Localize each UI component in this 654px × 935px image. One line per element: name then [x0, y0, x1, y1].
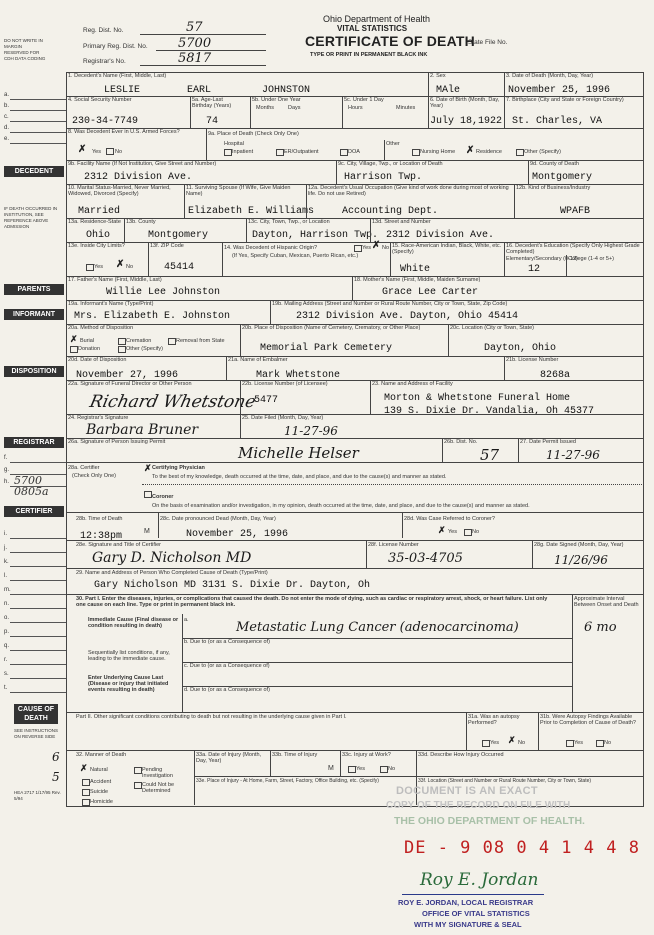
stamp-number: DE - 9 08 0 4 1 4 4 8: [404, 838, 640, 858]
spouse-name: Elizabeth E. Williams: [188, 206, 315, 217]
place-death-label: 9a. Place of Death (Check Only One): [208, 131, 299, 137]
inside-label: 13e. Inside City Limits?: [68, 243, 125, 249]
fd-facility-address: 139 S. Dixie Dr. Vandalia, Oh 45377: [384, 406, 595, 417]
embalmer-name: Mark Whetstone: [256, 370, 341, 381]
referred-no-box: [464, 529, 472, 536]
death-county: Montgomery: [532, 172, 593, 183]
fd-license-label: 22b. License Number (of Licensee): [242, 381, 328, 387]
suicide-label: Suicide: [90, 789, 109, 795]
pronounced-date: November 25, 1996: [186, 529, 289, 540]
state-file-label: State File No.: [468, 39, 508, 46]
permit-date: 11-27-96: [546, 448, 600, 462]
registrar-signature-label: 24. Registrar's Signature: [68, 415, 129, 421]
disposition-date: November 27, 1996: [76, 370, 179, 381]
homicide-label: Homicide: [90, 799, 113, 805]
page-title: CERTIFICATE OF DEATH: [305, 33, 475, 49]
removal-box: [168, 338, 176, 345]
margin-handwritten-b: 0805a: [14, 485, 49, 498]
other-disposition-label: Other (Specify): [126, 346, 163, 352]
spouse-label: 11. Surviving Spouse (If Wife, Give Maiden Name): [186, 185, 291, 197]
section-decedent: DECEDENT: [4, 166, 64, 177]
completer: Gary Nicholson MD 3131 S. Dixie Dr. Dayton, Oh: [94, 580, 371, 591]
findings-yes-box: [566, 740, 574, 747]
margin-handwritten-6: 6: [52, 750, 60, 764]
under-year-label: 5b. Under One Year: [252, 97, 301, 103]
pending-label: Pending Investigation: [142, 767, 173, 779]
informant-address: 2312 Division Ave. Dayton, Ohio 45414: [296, 311, 519, 322]
injury-place-label: 33e. Place of Injury - At Home, Farm, Street, Factory, Office Building, etc. (Specify): [196, 778, 379, 784]
margin-letter-f: f.: [4, 455, 8, 461]
date-filed-label: 25. Date Filed (Month, Day, Year): [242, 415, 324, 421]
armed-label: 8. Was Decedent Ever in U.S. Armed Forces?: [68, 129, 180, 135]
margin-letter-e: e.: [4, 136, 10, 142]
doa-box: [340, 149, 348, 156]
education-label: 16. Decedent's Education (Specify Only Highest Grade Completed): [506, 243, 640, 255]
time-of-death: 12:38pm: [80, 531, 123, 542]
coroner-text: On the basis of examination and/or investigation, in my opinion, death occurred at the time, date, and place, and due to the cause(s) and manner as stated.: [152, 503, 530, 509]
date-signed: 11/26/96: [554, 553, 608, 567]
reg-dist-value: 57: [186, 20, 203, 35]
inpatient-box: [224, 149, 232, 156]
residence-check-icon: ✗: [466, 145, 475, 156]
industry: WPAFB: [560, 206, 591, 217]
decedent-first: LESLIE: [104, 85, 141, 96]
hispanic-yes: Yes: [362, 245, 371, 251]
natural-label: Natural: [90, 767, 108, 773]
referred-yes-check-icon: ✗: [438, 525, 446, 535]
fd-signature: Richard Whetstone: [87, 392, 258, 412]
dept-name: Ohio Department of Health: [323, 14, 431, 24]
autopsy-label: 31a. Was an autopsy Performed?: [468, 714, 520, 726]
permit-signature-label: 26a. Signature of Person Issuing Permit: [68, 439, 166, 445]
embalmer-label: 21a. Name of Embalmer: [228, 357, 288, 363]
stamp-line-3: THE OHIO DEPARTMENT OF HEALTH.: [394, 815, 585, 827]
res-county-label: 13b. County: [126, 219, 156, 225]
physician-label: Certifying Physician: [152, 465, 205, 471]
under-day-label: 5c. Under 1 Day: [344, 97, 384, 103]
referred-yes: Yes: [448, 529, 457, 535]
informant-name: Mrs. Elizabeth E. Johnston: [74, 311, 231, 322]
decedent-dob: July 18,1922: [430, 116, 503, 127]
cause-line-a: a.: [184, 617, 189, 623]
armed-check-icon: ✗: [78, 144, 87, 155]
days-label: Days: [288, 105, 301, 111]
disposition-location: Dayton, Ohio: [484, 343, 557, 354]
race: White: [400, 264, 431, 275]
injury-work-no: No: [388, 766, 396, 772]
margin-letter-n: n.: [4, 601, 10, 607]
inside-no-check-icon: ✗: [116, 259, 125, 270]
hospital-label: Hospital: [224, 141, 244, 147]
permit-date-label: 27. Date Permit Issued: [520, 439, 576, 445]
edu-elem-label: Elementary/Secondary (0-12): [506, 256, 578, 262]
inside-no: No: [126, 264, 134, 270]
suicide-box: [82, 789, 90, 796]
injury-time-m: M: [328, 765, 334, 772]
inside-yes: Yes: [94, 264, 103, 270]
margin-note: DO NOT WRITE IN MARGIN RESERVED FOR CDH DATA CODING: [4, 38, 46, 61]
margin-letter-q: q.: [4, 643, 10, 649]
residence-label: Residence: [476, 149, 502, 155]
homicide-box: [82, 799, 90, 806]
findings-label: 31b. Were Autopsy Findings Available Prior to Completion of Cause of Death?: [540, 714, 636, 726]
time-suffix: M: [144, 528, 150, 535]
marital-status: Married: [78, 206, 121, 217]
fd-signature-label: 22a. Signature of Funeral Director or Other Person: [68, 381, 192, 387]
certifier-check-note: (Check Only One): [72, 473, 117, 479]
death-facility: 2312 Division Ave.: [84, 172, 193, 183]
certifier-signature-label: 28e. Signature and Title of Certifier: [76, 542, 161, 548]
completer-label: 29. Name and Address of Person Who Completed Cause of Death (Type/Print): [76, 570, 268, 576]
accident-label: Accident: [90, 779, 112, 785]
cause-note: SEE INSTRUCTIONS ON REVERSE SIDE: [14, 728, 59, 739]
er-box: [276, 149, 284, 156]
donation-box: [70, 346, 78, 353]
edu-college-label: College (1-4 or 5+): [568, 256, 615, 262]
injury-work-no-box: [380, 766, 388, 773]
fd-facility-label: 23. Name and Address of Facility: [372, 381, 453, 387]
permit-signature: Michelle Helser: [238, 444, 359, 462]
findings-no: No: [604, 740, 612, 746]
margin-letter-p: p.: [4, 629, 10, 635]
armed-no-box: [106, 148, 114, 155]
certifier-license-label: 28f. License Number: [368, 542, 419, 548]
due-to-b: b. Due to (or as a Consequence of): [184, 639, 270, 645]
inside-yes-box: [86, 264, 94, 271]
res-city-label: 13c. City, Town, Twp., or Location: [248, 219, 330, 225]
date-signed-label: 28g. Date Signed (Month, Day, Year): [534, 542, 624, 548]
burial-check-icon: ✗: [70, 334, 78, 344]
injury-work-yes-box: [348, 766, 356, 773]
autopsy-yes: Yes: [490, 740, 499, 746]
autopsy-no-check-icon: ✗: [508, 735, 516, 745]
margin-handwritten-5: 5: [52, 770, 60, 784]
nursing-label: Nursing Home: [420, 149, 456, 155]
stamp-registrar-name: ROY E. JORDAN, LOCAL REGISTRAR: [398, 898, 534, 907]
accident-box: [82, 779, 90, 786]
due-to-c: c. Due to (or as a Consequence of): [184, 663, 270, 669]
underlying-label: Enter Underlying Cause Last (Disease or injury that initiated events resulting in death): [88, 675, 169, 693]
date-filed: 11-27-96: [284, 424, 338, 438]
stamp-line-2: COPY OF THE RECORD ON FILE WITH: [386, 800, 571, 811]
margin-letter-h: h.: [4, 479, 10, 485]
industry-label: 12b. Kind of Business/Industry: [516, 185, 591, 191]
margin-letter-o: o.: [4, 615, 10, 621]
margin-letter-d: d.: [4, 125, 10, 131]
mother-name: Grace Lee Carter: [382, 287, 479, 298]
hispanic-no-check-icon: ✗: [372, 240, 381, 251]
er-label: ER/Outpatient: [284, 149, 319, 155]
section-cause: CAUSE OF DEATH: [14, 704, 58, 724]
burial-label: Burial: [80, 338, 95, 344]
decedent-last: JOHNSTON: [262, 85, 311, 96]
hispanic-note: (If Yes, Specify Cuban, Mexican, Puerto Rican, etc.): [232, 253, 359, 259]
margin-letter-m: m.: [4, 587, 11, 593]
disposition-place: Memorial Park Cemetery: [260, 343, 393, 354]
injury-time-label: 33b. Time of Injury: [272, 752, 318, 758]
immediate-cause-label: Immediate Cause (Final disease or condition resulting in death): [88, 617, 179, 629]
res-zip: 45414: [164, 262, 195, 273]
physician-text: To the best of my knowledge, death occurred at the time, date, and place, and due to the cause(s) and manner as stated.: [152, 474, 447, 480]
disposition-location-label: 20c. Location (City or Town, State): [450, 325, 534, 331]
margin-letter-t: t.: [4, 685, 8, 691]
sex-label: 2. Sex: [430, 73, 446, 79]
certifier-license: 35-03-4705: [388, 551, 463, 566]
embalmer-license-label: 21b. License Number: [506, 357, 559, 363]
education: 12: [528, 264, 541, 275]
primary-reg-label: Primary Reg. Dist. No.: [83, 43, 148, 50]
embalmer-license: 8268a: [540, 370, 571, 381]
decedent-middle: EARL: [187, 85, 212, 96]
cremation-box: [118, 338, 126, 345]
autopsy-yes-box: [482, 740, 490, 747]
other-specify-label: Other (Specify): [524, 149, 561, 155]
armed-yes: Yes: [92, 149, 101, 155]
decedent-sex: MAle: [436, 85, 461, 96]
dob-label: 6. Date of Birth (Month, Day, Year): [430, 97, 500, 109]
time-death-label: 28b. Time of Death: [76, 516, 123, 522]
primary-reg-value: 5700: [178, 36, 212, 51]
reg-dist-label: Reg. Dist. No.: [83, 27, 124, 34]
disposition-method-label: 20a. Method of Disposition: [68, 325, 134, 331]
ssn-label: 4. Social Security Number: [68, 97, 132, 103]
section-certifier: CERTIFIER: [4, 506, 64, 517]
natural-check-icon: ✗: [80, 763, 88, 773]
institution-note: IF DEATH OCCURRED IN INSTITUTION, SEE REFERENCE ABOVE ADMISSION: [4, 206, 58, 229]
age-label: 5a. Age-Last Birthday (Years): [192, 97, 232, 109]
stamp-office: OFFICE OF VITAL STATISTICS: [422, 909, 530, 918]
margin-letter-c: c.: [4, 114, 9, 120]
findings-yes: Yes: [574, 740, 583, 746]
injury-date-label: 33a. Date of Injury (Month, Day, Year): [196, 752, 262, 764]
mother-label: 18. Mother's Name (First, Middle, Maiden Surname): [354, 277, 481, 283]
registrar-no-label: Registrar's No.: [83, 58, 126, 65]
margin-letter-a: a.: [4, 92, 10, 98]
res-state-label: 13a. Residence-State: [68, 219, 121, 225]
death-city: Harrison Twp.: [344, 172, 423, 183]
section-informant: INFORMANT: [4, 309, 64, 320]
stamp-seal: WITH MY SIGNATURE & SEAL: [414, 920, 522, 929]
name-label: 1. Decedent's Name (First, Middle, Last): [68, 73, 167, 79]
section-parents: PARENTS: [4, 284, 64, 295]
certifier-signature: Gary D. Nicholson MD: [92, 550, 252, 566]
injury-desc-label: 33d. Describe How Injury Occurred: [418, 752, 504, 758]
other-disposition-box: [118, 346, 126, 353]
stamp-line-1: DOCUMENT IS AN EXACT: [396, 785, 538, 797]
decedent-ssn: 230-34-7749: [72, 116, 139, 127]
injury-location-label: 33f. Location (Street and Number or Rural Route Number, City or Town, State): [418, 778, 592, 784]
hispanic-label: 14. Was Decedent of Hispanic Origin?: [224, 245, 318, 251]
father-label: 17. Father's Name (First, Middle, Last): [68, 277, 162, 283]
dod-label: 3. Date of Death (Month, Day, Year): [506, 73, 594, 79]
facility-label: 9b. Facility Name (If Not Institution, Give Street and Number): [68, 161, 217, 167]
birthplace-label: 7. Birthplace (City and State or Foreign Country): [506, 97, 624, 103]
hispanic-yes-box: [354, 245, 362, 252]
sequential-label: Sequentially list conditions, if any, leading to the immediate cause.: [88, 650, 170, 662]
coroner-label: Coroner: [152, 494, 174, 500]
res-county: Montgomery: [148, 230, 209, 241]
doa-label: DOA: [348, 149, 360, 155]
ink-instruction: TYPE OR PRINT IN PERMANENT BLACK INK: [310, 52, 428, 58]
undetermined-label: Could Not be Determined: [142, 782, 175, 794]
interval-a: 6 mo: [584, 620, 617, 635]
registrar-no-value: 5817: [178, 51, 212, 66]
section-registrar: REGISTRAR: [4, 437, 64, 448]
hispanic-no: No: [382, 245, 390, 251]
other-place-label: Other: [386, 141, 400, 147]
dept-sub: VITAL STATISTICS: [337, 24, 408, 33]
removal-label: Removal from State: [176, 338, 225, 344]
injury-work-yes: Yes: [356, 766, 365, 772]
cause-a: Metastatic Lung Cancer (adenocarcinoma): [236, 620, 519, 635]
death-county-label: 9d. County of Death: [530, 161, 579, 167]
section-disposition: DISPOSITION: [4, 366, 64, 377]
pronounced-label: 28c. Date pronounced Dead (Month, Day, Year): [160, 516, 276, 522]
race-label: 15. Race-American Indian, Black, White, etc. (Specify): [392, 243, 502, 255]
cause-part1-label: 30. Part I. Enter the diseases, injuries, or complications that caused the death. Do not enter the mode of dying, such as cardiac or respiratory arrest, shock, or heart failure. List only one cause on each line. Type or print in permanent black ink.: [76, 596, 548, 608]
margin-letter-s: s.: [4, 671, 9, 677]
informant-address-label: 19b. Mailing Address (Street and Number or Rural Route Number, City or Town, State, Zip Code): [272, 301, 508, 307]
street-label: 13d. Street and Number: [372, 219, 431, 225]
nursing-box: [412, 149, 420, 156]
margin-letter-j: j.: [4, 545, 7, 551]
due-to-d: d. Due to (or as a Consequence of): [184, 687, 270, 693]
res-city: Dayton, Harrison Twp.: [252, 230, 379, 241]
margin-letter-k: k.: [4, 559, 9, 565]
undetermined-box: [134, 782, 142, 789]
disposition-place-label: 20b. Place of Disposition (Name of Cemetery, Crematory, or Other Place): [242, 325, 421, 331]
marital-label: 10. Marital Status-Married, Never Married, Widowed, Divorced (Specify): [68, 185, 171, 197]
death-city-label: 9c. City, Village, Twp., or Location of Death: [338, 161, 443, 167]
months-label: Months: [256, 105, 275, 111]
occupation: Accounting Dept.: [342, 206, 439, 217]
decedent-dod: November 25, 1996: [508, 85, 611, 96]
res-state: Ohio: [86, 230, 111, 241]
fd-facility-name: Morton & Whetstone Funeral Home: [384, 393, 571, 404]
dist-no-label: 26b. Dist. No.: [444, 439, 478, 445]
disposition-date-label: 20d. Date of Disposition: [68, 357, 127, 363]
margin-letter-i: i.: [4, 531, 7, 537]
referred-no: No: [472, 529, 480, 535]
fd-license: 5477: [254, 395, 279, 406]
hours-label: Hours: [348, 105, 363, 111]
findings-no-box: [596, 740, 604, 747]
inpatient-label: Inpatient: [232, 149, 254, 155]
coroner-box: [144, 491, 152, 498]
manner-label: 32. Manner of Death: [76, 752, 127, 758]
donation-label: Donation: [78, 346, 101, 352]
minutes-label: Minutes: [396, 105, 416, 111]
margin-handwritten-a: 5700: [14, 474, 42, 487]
form-number: HEA 2717 1/17/95 Rev. 5/94: [14, 790, 61, 801]
pending-box: [134, 767, 142, 774]
referred-label: 28d. Was Case Referred to Coroner?: [404, 516, 495, 522]
stamp-signature: Roy E. Jordan: [420, 870, 539, 890]
certifier-label: 28a. Certifier: [68, 465, 100, 471]
margin-letter-g: g.: [4, 467, 10, 473]
cause-part2-label: Part II. Other significant conditions contributing to death but not resulting in the underlying cause given in Part I.: [76, 714, 347, 720]
interval-label: Approximate Interval Between Onset and Death: [574, 596, 639, 608]
armed-no: No: [115, 149, 123, 155]
res-street: 2312 Division Ave.: [386, 230, 495, 241]
other-specify-box: [516, 149, 524, 156]
father-name: Willie Lee Johnston: [106, 287, 221, 298]
margin-letter-l: l.: [4, 573, 7, 579]
occupation-label: 12a. Decedent's Usual Occupation (Give kind of work done during most of working life. Do not use Retired): [308, 185, 509, 197]
autopsy-no: No: [518, 740, 526, 746]
decedent-age: 74: [206, 116, 219, 127]
dist-no: 57: [480, 446, 500, 464]
cremation-label: Cremation: [126, 338, 152, 344]
margin-letter-b: b.: [4, 103, 10, 109]
injury-work-label: 33c. Injury at Work?: [342, 752, 391, 758]
margin-letter-r: r.: [4, 657, 8, 663]
zip-label: 13f. ZIP Code: [150, 243, 184, 249]
physician-check-icon: ✗: [144, 463, 152, 473]
decedent-birthplace: St. Charles, VA: [512, 116, 603, 127]
informant-name-label: 19a. Informant's Name (Type/Print): [68, 301, 154, 307]
registrar-signature: Barbara Bruner: [86, 422, 199, 438]
